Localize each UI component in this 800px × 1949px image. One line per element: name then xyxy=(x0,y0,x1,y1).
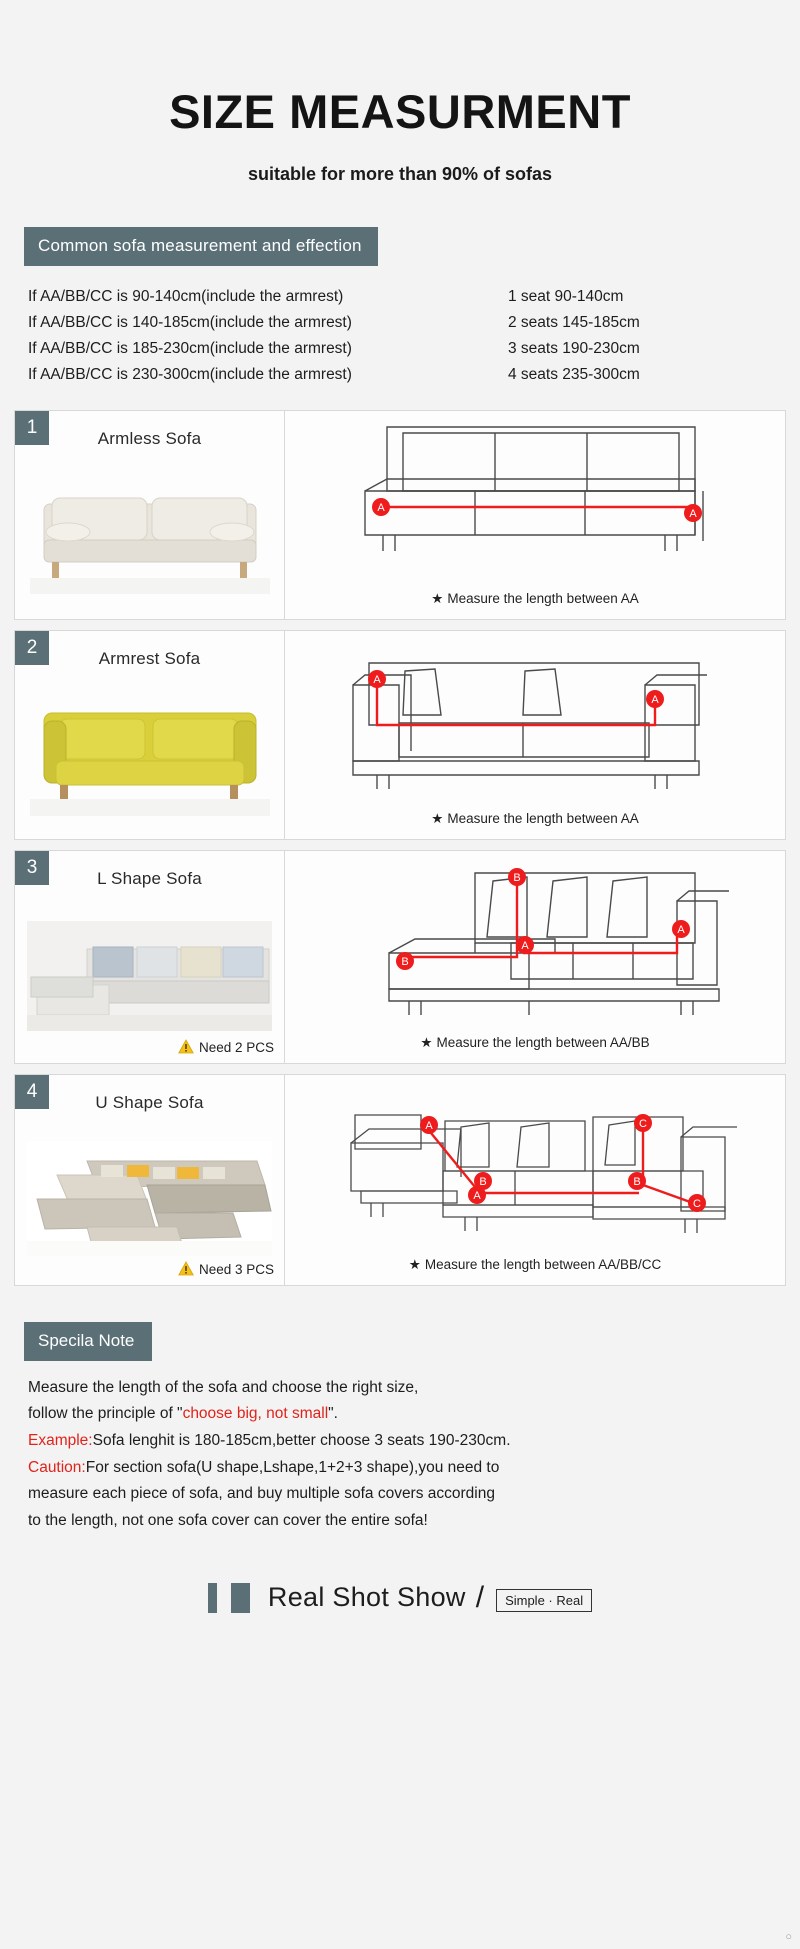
card-title: L Shape Sofa xyxy=(97,868,202,888)
footer-title: Real Shot Show xyxy=(267,1582,466,1613)
diagram-armrest-sofa xyxy=(285,631,785,805)
card-left-panel xyxy=(15,631,285,839)
card-left-panel xyxy=(15,1075,285,1285)
note-line-3 xyxy=(28,1428,772,1455)
card-title: Armrest Sofa xyxy=(98,648,201,668)
svg-text:A: A xyxy=(677,923,685,936)
card-number-badge: 3 xyxy=(15,851,49,885)
sofa-photo-u-shape xyxy=(15,1117,284,1285)
measurement-banner: Common sofa measurement and effection xyxy=(24,227,378,266)
need-pcs-note-u xyxy=(178,1261,274,1279)
measurement-table xyxy=(28,284,748,388)
card-caption xyxy=(285,1251,785,1285)
svg-text:B: B xyxy=(513,871,521,884)
special-note-body xyxy=(28,1375,772,1535)
star-icon: ★ xyxy=(408,1256,421,1272)
star-icon: ★ xyxy=(431,590,444,606)
sofa-photo-armless xyxy=(15,453,284,619)
svg-text:A: A xyxy=(689,507,697,520)
note-line-4 xyxy=(28,1455,772,1482)
need-pcs-text: Need 2 PCS xyxy=(198,1040,274,1056)
svg-text:B: B xyxy=(401,955,409,968)
page-title: SIZE MEASURMENT xyxy=(169,85,631,138)
result-cell: 3 seats 190-230cm xyxy=(508,339,640,357)
card-armrest-sofa xyxy=(14,630,786,840)
svg-text:A: A xyxy=(425,1119,433,1132)
diagram-u-shape-sofa xyxy=(285,1075,785,1251)
card-number-badge: 4 xyxy=(15,1075,49,1109)
card-armless-sofa xyxy=(14,410,786,620)
svg-text:A: A xyxy=(651,693,659,706)
card-caption xyxy=(285,805,785,839)
note-line-6: to the length, not one sofa cover can cover the entire sofa! xyxy=(28,1511,428,1529)
star-icon: ★ xyxy=(420,1034,433,1050)
note-caution-label: Caution: xyxy=(28,1458,86,1476)
card-right-panel xyxy=(285,1075,785,1285)
note-line-1: Measure the length of the sofa and choose the right size, xyxy=(28,1378,419,1396)
diagram-armless-sofa xyxy=(285,411,785,585)
card-right-panel xyxy=(285,631,785,839)
condition-cell: If AA/BB/CC is 90-140cm(include the armrest) xyxy=(28,287,344,305)
card-number-badge: 2 xyxy=(15,631,49,665)
need-pcs-text: Need 3 PCS xyxy=(198,1262,274,1278)
card-right-panel xyxy=(285,851,785,1063)
card-title: Armless Sofa xyxy=(97,428,202,448)
table-row xyxy=(28,310,748,336)
card-title: U Shape Sofa xyxy=(95,1092,204,1112)
footer-badge: Simple · Real xyxy=(496,1589,592,1612)
note-example-text: Sofa lenghit is 180-185cm,better choose 3 seats 190-230cm. xyxy=(92,1432,511,1449)
note-caution-text: For section sofa(U shape,Lshape,1+2+3 shape),you need to xyxy=(85,1458,500,1476)
card-caption xyxy=(285,585,785,619)
table-row xyxy=(28,336,748,362)
card-right-panel xyxy=(285,411,785,619)
diagram-l-shape-sofa xyxy=(285,851,785,1029)
card-u-shape-sofa xyxy=(14,1074,786,1286)
warning-icon xyxy=(178,1261,194,1279)
result-cell: 4 seats 235-300cm xyxy=(508,365,640,383)
card-left-panel xyxy=(15,851,285,1063)
note-line-2-prefix: follow the principle of " xyxy=(28,1405,183,1423)
card-number-badge: 1 xyxy=(15,411,49,445)
svg-text:A: A xyxy=(377,501,385,514)
svg-text:B: B xyxy=(479,1175,487,1188)
note-line-2-suffix: ". xyxy=(328,1405,338,1423)
card-l-shape-sofa xyxy=(14,850,786,1064)
table-row xyxy=(28,362,748,388)
table-row xyxy=(28,284,748,310)
note-line-5: measure each piece of sofa, and buy multiple sofa covers according xyxy=(28,1485,495,1503)
sofa-photo-armrest xyxy=(15,673,284,839)
result-cell: 1 seat 90-140cm xyxy=(508,287,624,305)
note-example-label: Example: xyxy=(28,1432,93,1449)
page-subtitle: suitable for more than 90% of sofas xyxy=(247,163,553,184)
note-line-2-highlight: choose big, not small xyxy=(182,1405,329,1423)
note-banner-wrap xyxy=(0,1296,800,1361)
footer-bar-small-icon xyxy=(208,1583,217,1613)
measurement-banner-wrap xyxy=(0,185,800,266)
svg-text:B: B xyxy=(633,1175,641,1188)
card-caption xyxy=(285,1029,785,1063)
caption-text: Measure the length between AA/BB/CC xyxy=(424,1256,662,1272)
svg-text:A: A xyxy=(373,673,381,686)
footer-bar-large-icon xyxy=(231,1583,250,1613)
svg-text:C: C xyxy=(639,1117,647,1130)
condition-cell: If AA/BB/CC is 185-230cm(include the armrest) xyxy=(28,339,352,357)
caption-text: Measure the length between AA/BB xyxy=(436,1034,650,1050)
warning-icon xyxy=(178,1039,194,1057)
footer-slash: / xyxy=(475,1580,485,1614)
card-left-panel xyxy=(15,411,285,619)
caption-text: Measure the length between AA xyxy=(447,810,639,826)
star-icon: ★ xyxy=(431,810,444,826)
footer xyxy=(0,1581,800,1615)
need-pcs-note-l xyxy=(178,1039,274,1057)
note-line-2 xyxy=(28,1401,772,1428)
condition-cell: If AA/BB/CC is 140-185cm(include the armrest) xyxy=(28,313,352,331)
svg-text:A: A xyxy=(521,939,529,952)
corner-marker: ○ xyxy=(785,1931,792,1943)
svg-text:C: C xyxy=(693,1197,701,1210)
condition-cell: If AA/BB/CC is 230-300cm(include the armrest) xyxy=(28,365,352,383)
svg-text:A: A xyxy=(473,1189,481,1202)
sofa-type-cards xyxy=(14,410,786,1286)
caption-text: Measure the length between AA xyxy=(447,590,639,606)
special-note-banner: Specila Note xyxy=(24,1322,152,1361)
sofa-photo-l-shape xyxy=(15,893,284,1063)
result-cell: 2 seats 145-185cm xyxy=(508,313,640,331)
